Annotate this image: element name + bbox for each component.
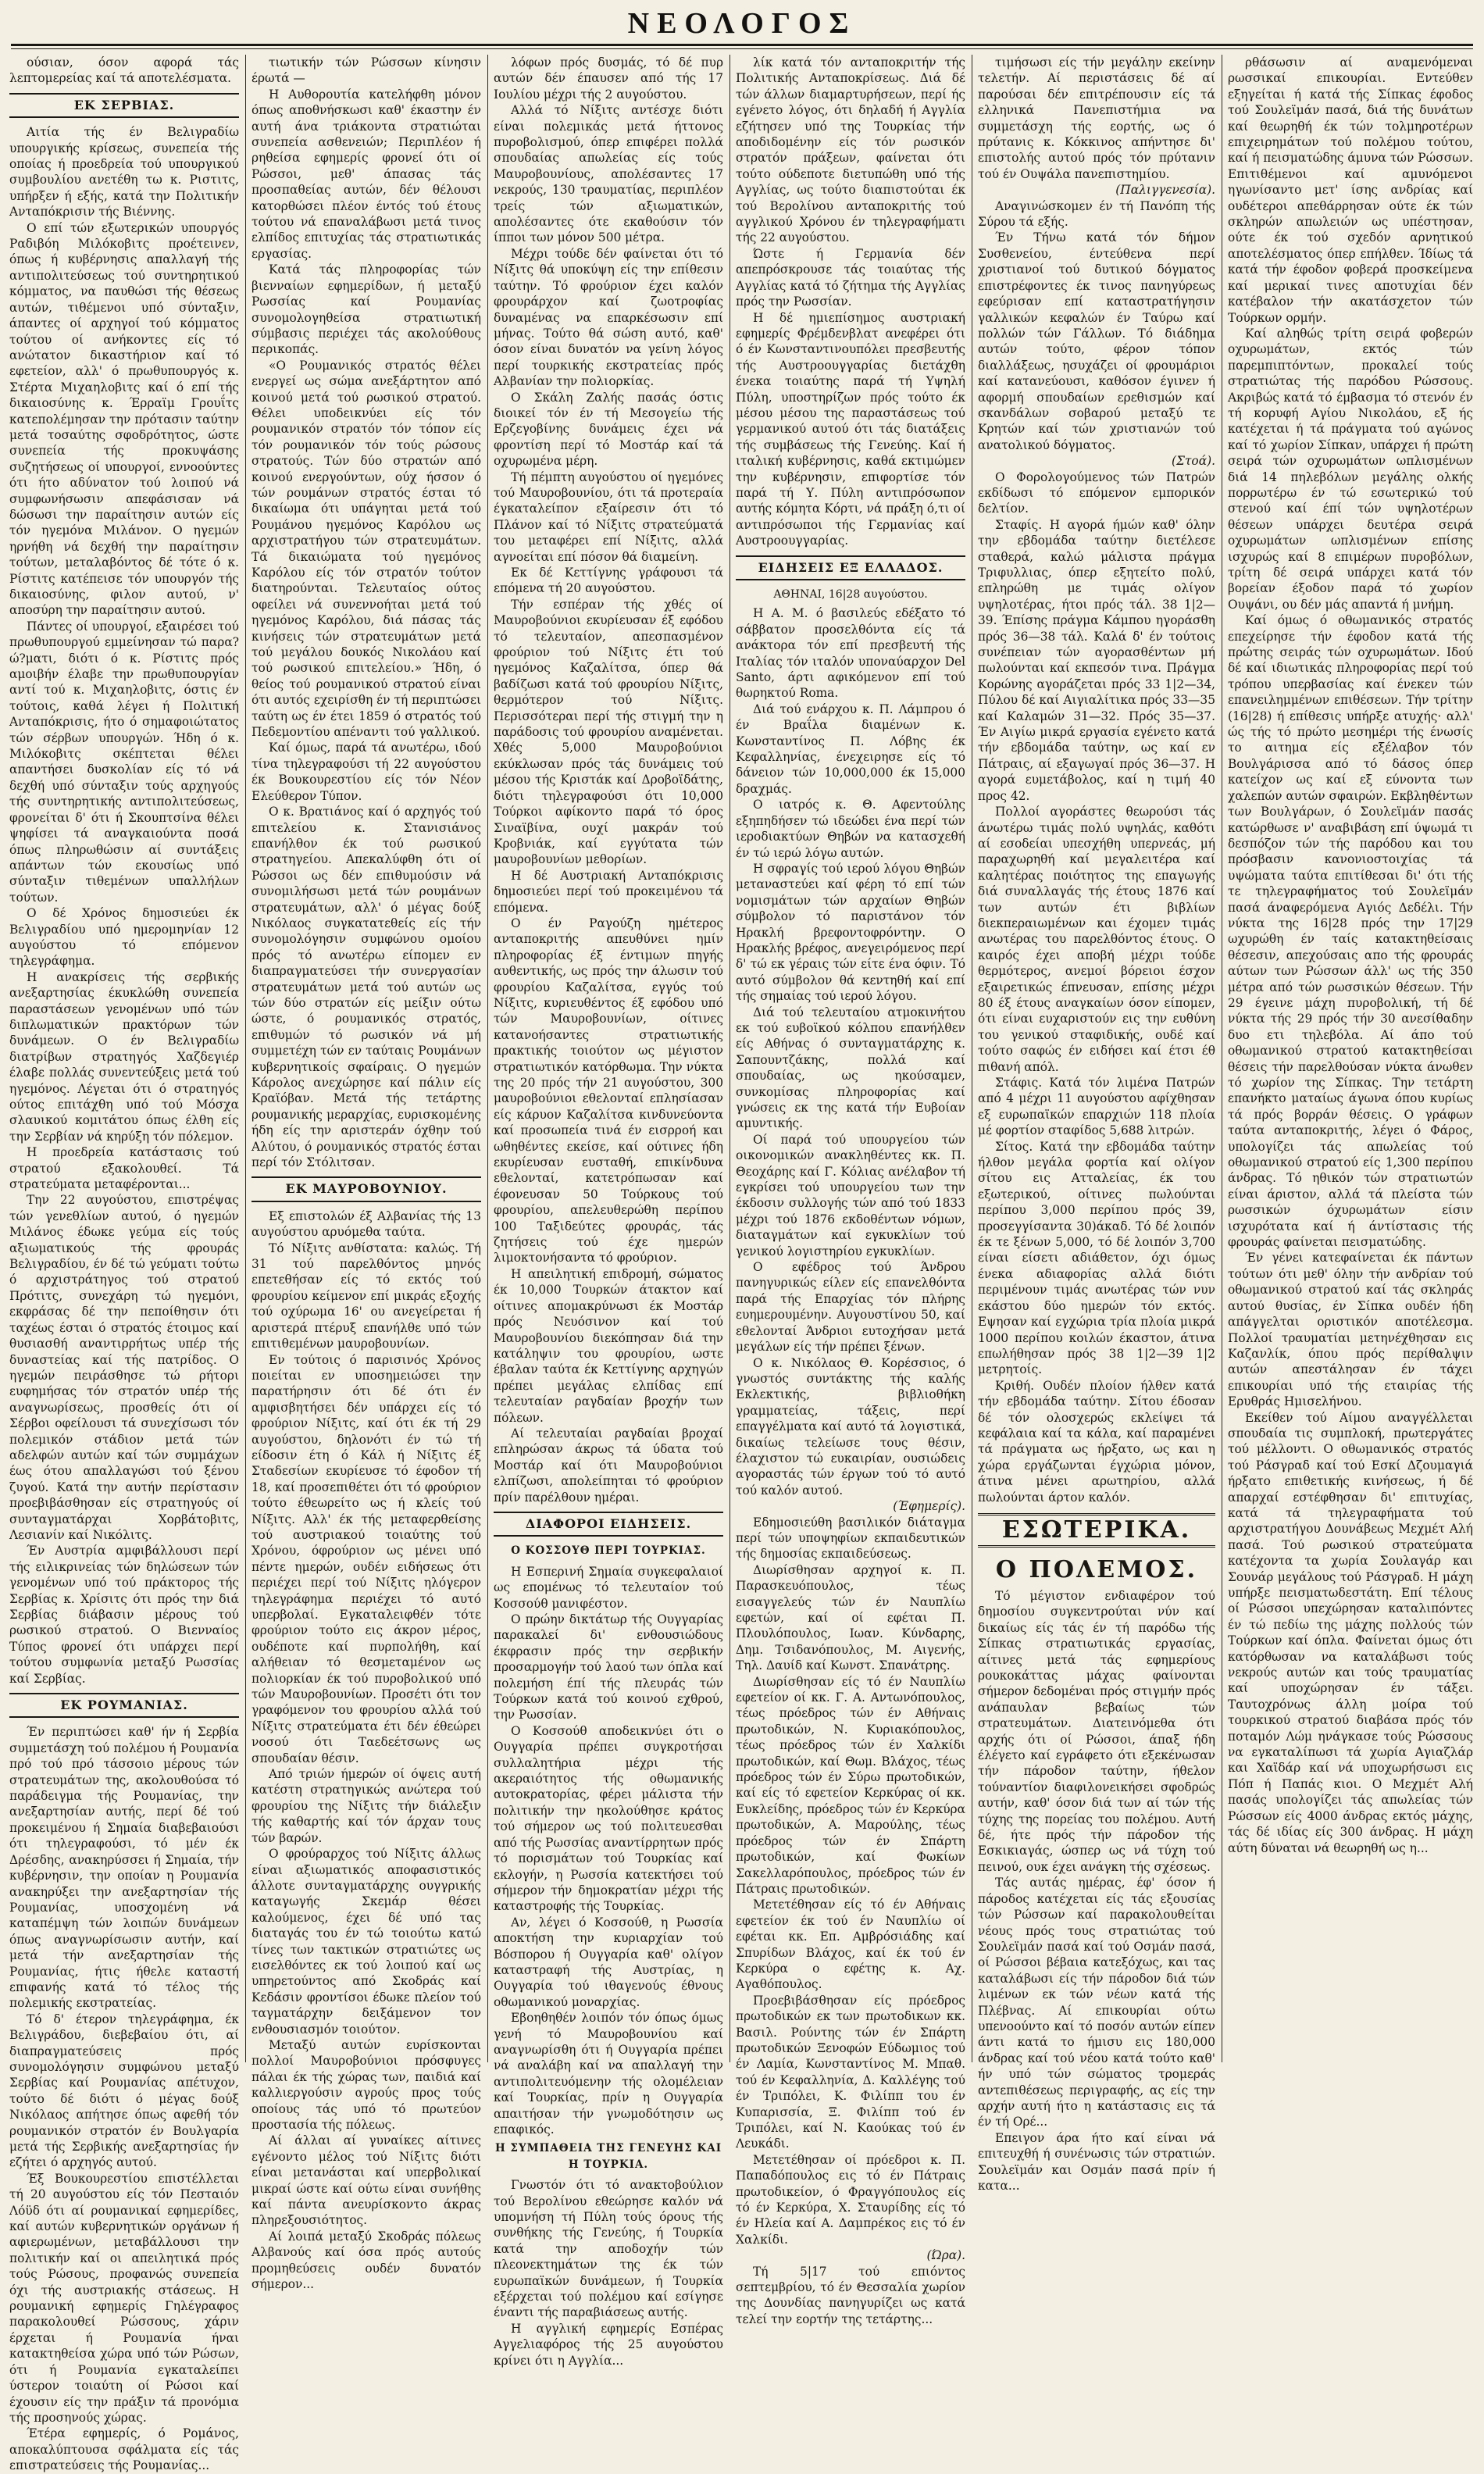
paragraph: Εκ δέ Κεττίγνης γράφουσι τά επόμενα τή 20 αυγούστου. [494, 566, 723, 596]
paragraph: Μετετέθησαν οί πρόεδροι κ. Π. Παπαδόπουλος εις τό έν Πάτραις πρωτοδικείον, ό Φραγγόπουλος είς τό έν Κερκύρα, Χ. Σταυρίδης είς τό έν Ηλεία καί Α. Δαμπρέκος εις τό έν Χαλκίδι. [736, 2152, 965, 2247]
article-subheading: Ο ΚΟΣΣΟΥΘ ΠΕΡΙ ΤΟΥΡΚΙΑΣ. [511, 1544, 706, 1558]
paragraph: Την 22 αυγούστου, επιστρέψας τών γενεθλίων αυτού, ό ηγεμών Μιλάνος έδωκε γεύμα είς τούς αξιωματικούς τής φρουράς Βελιγραδίου, έν δέ τώ γεύματι τούτω ό αρχιστράτηγος τού στρατού Πρότιτς, συνεχάρη τώ ηγεμόνι, εκφράσας δέ την πεποίθησιν ότι ταχέως έσται ό στρατός έτοιμος καί θυσιασθή αναντιρρήτως υπέρ τής δυναστείας καί τής πατρίδος. Ο ηγεμών πειράσθησε τώ ρήτορι ευφημήσας τόν στρατόν υπέρ τής αναγνωρίσεως, προσθείς ότι οί Σέρβοι οφείλουσι τά συνεχίσωσι τόν πολεμικόν στάδιον μετά τών αδελφών αυτών καί τών συμμάχων έως ότου απαλλαγώσι τού ξένου ζυγού. Κατά την αυτήν περίστασιν προεβιβάσθησαν είς στρατηγούς οί συνταγματάρχαι Χορβάτοβιτς, Λεσιανίν καί Νικόλιτς. [9, 1193, 239, 1542]
paragraph: Ώστε ή Γερμανία δέν απεπρόσκρουσε τάς τοιαύτας τής Αγγλίας κατά τό ζήτημα τής Αγγλίας πρός την Ρωσσίαν. [736, 246, 965, 309]
paragraph: Διά τού ενάρχου κ. Π. Λάμπρου ό έν Βραΐλα διαμένων κ. Κωνσταντίνος Π. Λόβης έκ Κεφαλληνίας, ένεχειρησε είς τό δάνειον τών 10,000,000 έκ 15,000 δραχμάς. [736, 702, 965, 796]
paragraph: Ο πρώην δικτάτωρ τής Ουγγαρίας παρακαλεί δι' ενθουσιώδους έκφρασιν πρός την σερβικήν προσαρμογήν τού λαού των όπλα καί πολεμήση έπί τής πλευράς τών Τούρκων κατά τού κοινού εχθρού, την Ρωσσίαν. [494, 1612, 723, 1723]
paragraph: τιωτικήν τών Ρώσσων κίνησιν έρωτά — [251, 55, 481, 86]
paragraph: Αί άλλαι αί γυναίκες αίτινες εγένοντο μέλος τού Νίξιτς διότι είναι μετανάσται καί υπερβολικαί μικραί ώστε καί ούτω είναι συνήθης καί πάντα ανευρίσκοντο άκρας πληρεξουσιότητος. [251, 2133, 481, 2228]
section-heading: ΕΙΔΗΣΕΙΣ ΕΞ ΕΛΛΑΔΟΣ. [736, 555, 965, 580]
paragraph: Αναγινώσκομεν έν τή Πανόπη τής Σύρου τά εξής. [978, 198, 1215, 230]
paragraph: Έξ Βουκουρεστίου επιστέλλεται τή 20 αυγούστου είς τόν Πεσταιόν Λόϋδ ότι αί ρουμανικαί εφημερίδες, καί αυτών κυβερνητικών οργάνων ή αφιερωμένων, μεταβάλλουσι την πολιτικήν καί οι απειλητικά πρός τούς Ρώσους, προφανώς συνεπεία όχι τής αυστριακής στάσεως. Η ρουμανική εφημερίς Γηλέγραφος παρακολουθεί Ρώσσους, χάριν έρχεται ή Ρουμανία ήναι κατακτηθείσα χώρα υπό τών Ρώσων, ότι ή Ρουμανία εγκαταλείπει ύστερον τοιαύτη οί Ρώσοι καί έχουσιν είς την πράξιν τά προνόμια τής προσηνούς χώρας. [9, 2171, 239, 2425]
paragraph: Καί όμως ό οθωμανικός στρατός επεχείρησε τήν έφοδον κατά τής πρώτης σειράς τών οχυρωμάτων. Ιδού δέ καί ιδιωτικάς πληροφορίας περί τού τρόπου υπερβασίας καί ένεκεν τών επανειλημμένων επιθέσεων. Τήν τρίτην (16|28) ή επίθεσις υπήρξε ατυχής· αλλ' ώς τής τό πρώτο μεσημέρι τής ένωσίς το αιτημα είς εξέλαβον τόν Βουλγάρισσα από τό δάσος όπερ κατείχον ως καί εξ εύνοντα των χαλεπών αυτών σφαιρών. Εκβληθέντων των Βουλγάρων, ό Σουλεϊμάν πασάς κατώρθωσε ν' αναβιβάση επί ύψωμά τι δεσπόζον τών τής παρόδου και του πρόσβασιν κανονιοστοιχίας τά υψώματα ταύτα επιτίθεσαι δι' ότι τής τε τηλεγραφήματος τού Σουλεϊμάν πασά άναφερόμενα Αγιός Δεδέλι. Τήν νύκτα της 16|28 πρός την 17|29 ωχυρώθη έν ταίς κατακτηθείσαις θέσεσιν, απεχούσαις απο τής φρουράς αύτων των Ρώσσων άλλ' ως τής 350 μέτρα από τών ρωσσικών θέσεων. Τήν 29 έγεινε μάχη πυροβολική, τή δέ νύκτα τής 29 πρός τήν 30 ανεσίθαδην δυο ετι τηλεβόλα. Αί άπο τού οθωμανικού στρατού κατακτηθείσαι θέσεις τήν παρελθούσαν νύκτα άνωθεν τό χωρίον της Σίπκας. Την τετάρτη επανήκτο ματαίως άγωνα όπου κυρίως τά πρός βορράν θέσεις. Ο γράφων ταύτα ανταποκριτής, λέγει ό Φάρος, υπολογίζει τάς απωλείας τού οθωμανικού στρατού είς 1,300 περίπου άνδρας. Τό ηθικόν τών στρατιωτών είναι άριστον, αλλά τά πλείστα τών ρωσσικών όχυρωμάτων είσιν ισχυρότατα καί ή άντίστασις τής φρουράς φαίνεται πεισματώδης. [1228, 613, 1473, 1250]
paragraph: Μετετέθησαν είς τό έν Αθήναις εφετείον έκ τού έν Ναυπλίω οί εφέται κκ. Επ. Αμβρόσιάδης καί Σπυρίδων Βλάχος, καί έκ τού έν Κερκύρα ο εφέτης κ. Αχ. Αγαθόπουλος. [736, 1897, 965, 1992]
source-credit: (Έφημερίς). [893, 1499, 965, 1514]
paragraph: Εδημοσιεύθη βασιλικόν διάταγμα περί τών υποψηφίων εκπαιδευτικών τής δημοσίας εκπαιδεύσεως. [736, 1515, 965, 1562]
paragraph: Έν Αυστρία αμφιβάλλουσι περί τής ειλικρινείας τών δηλώσεων τών γενομένων υπό τού πράκτορος τής Σερβίας κ. Χρίσιτς ότι πρός την διά Σερβίας διάβασιν μέρους τού ρωσικού στρατού. Ο Βιενναίος Τύπος φρονεί ότι υπάρχει περί τούτου συμφωνία μεταξύ Ρωσσίας καί Σερβίας. [9, 1544, 239, 1686]
paragraph: ούσιαν, όσον αφορά τάς λεπτομερείας καί τά αποτελέσματα. [9, 55, 239, 86]
paragraph: Η αγγλική εφημερίς Εσπέρας Αγγελιαφόρος τής 25 αυγούστου κρίνει ότι η Αγγλία... [494, 2321, 723, 2368]
newspaper-title: ΝΕΟΛΟΓΟΣ [627, 7, 857, 40]
paragraph: Διά τού τελευταίου ατμοκινήτου εκ τού ευβοϊκού κόλπου επανήλθεν είς Αθήνας ό συνταγματάρχης κ. Σαπουντζάκης, πολλά καί σπουδαίας, ως ηκούσαμεν, συνκομίσας πληροφορίας καί γνώσεις εκ της κατά τήν Ευβοίαν αμυντικής. [736, 1005, 965, 1131]
paragraph: Γνωστόν ότι τό ανακτοβούλιον τού Βερολίνου εθεώρησε καλόν νά υπομνήση τή Πύλη τούς όρους τής συνθήκης τής Γενεύης, ή Τουρκία κατά την αποδοχήν τών πλεονεκτημάτων της έκ τών ευρωπαϊκών δυνάμεων, ή Τουρκία εξέρχεται τού πολέμου καί εσίγησε έναντι τής παραβιάσεως αυτής. [494, 2178, 723, 2320]
newspaper-page [8, 55, 1476, 2473]
section-heading: ΕΚ ΣΕΡΒΙΑΣ. [9, 93, 239, 118]
paragraph: Σταφίς. Η αγορά ήμών καθ' όλην την εβδομάδα ταύτην διετέλεσε σταθερά, καλώ μάλιστα πράγμα Τριφυλλιας, όπερ εξητείτο πολύ, επληρώθη με τιμάς ολίγον υψηλοτέρας, ήτοι πρός τάλ. 38 1|2—39. Έπίσης πράγμα Κάμπου ηγοράσθη πρός 36—38 τάλ. Καλά δ' έν τούτοις συνέπειαν τών αγορασθέντων μή πωλούνται καί εκπεσόν τινα. Πράγμα Κορώνης αγοράζεται πρός 33 1|2—34, Πύλου δέ καί Αιγιαλίτικα πρός 33—35 καί Καλαμών 31—32. Πρός 35—37. Έν Αιγίω μικρά εργασία εγένετο κατά τήν εβδομάδα ταύτην, ως καί εν Πάτραις, αί εξαγωγαί πρός 36—37. Η αγορά ευμετάβολος, καί η τιμή 40 προς 42. [978, 517, 1215, 803]
paragraph: Ο Φορολογούμενος τών Πατρών εκδίδωσι τό επόμενον εμπορικόν δελτίον. [978, 469, 1215, 516]
paragraph: Πολλοί αγοράστες θεωρούσι τάς άνωτέρω τιμάς πολύ υψηλάς, καθότι αί εσοδείαι υπεσχήθη υπερνεάς, μή παραχωρηθή καί μεγαλειτέρα καί καλητέρας ποιότητος της επαγωγής διά συναλλαγάς τής έτους 1876 καί των αυτών έτι βιβλίων διεκπεραιωμένων και έχομεν τιμάς ανωτέρας του παρελθόντος έτους. Ο καιρός έχει αποβή μέχρι τούδε θερμότερος, ανεμοί βόρειοι έσχον εξαιρετικώς έπνευσαν, επίσης μέχρι 80 έξ έτους αναγκαίων όσον είπομεν, ότι είναι ευχαριστούν εις την ευθύνη του γενικού σταφιδικής, ουδέ καί τούτο σαφώς έν ειδήσει καί έτσι έθ πιθανή απόλ. [978, 805, 1215, 1074]
paragraph: Τή πέμπτη αυγούστου οί ηγεμόνες τού Μαυροβουνίου, ότι τά προτεραία έγκαταλείπον εξαίρεσιν ότι τό Πλάνον καί τό Νίξιτς στρατεύματά του μεταφέρει επί Νίξιτς, αλλά αγνοείται επί πόσον θά διαμείνη. [494, 469, 723, 564]
source-credit: (Ώρα). [926, 2248, 965, 2263]
paragraph: Έν γένει κατεφαίνεται έκ πάντων τούτων ότι μεθ' όλην τήν ανδρίαν τού οθωμανικού στρατού καί τάς σκληράς αυτού θυσίας, έν Σίπκα ουδέν ήδη απάγγελται οριστικόν αποτέλεσμα. Πολλοί τραυματίαι μετηνέχθησαν εις Καζανλίκ, όπου πρός περίθαλψιν αυτών απεστάλησαν έν τάχει επικουρίαι υπό τής εταιρίας τής Ερυθράς Ημισελήνου. [1228, 1251, 1473, 1409]
paragraph: Μεταξύ αυτών ευρίσκονται πολλοί Μαυροβούνιοι πρόσφυγες πάλαι έκ τής χώρας των, παιδιά καί καλλιεργούσιν αγρούς προς τούς οποίους τάς υπό τό πρωτεύον προστασία τής πόλεως. [251, 2037, 481, 2132]
paragraph: Ο φρούραρχος τού Νίξιτς άλλως είναι αξιωματικός αποφασιστικός άλλοτε συνταγματάρχης ουγγρικής καταγωγής Σκεμάρ θέσει καλούμενος, έχει δέ υπό τας διαταγάς του έν τώ τοιούτω κατώ τίνες των τακτικών στρατιώτες ως εισελθόντες εκ τού λοιπού καί ως υπηρετούντος από Σκοδράς καί Κεδάσιν φροντίσοι έδωκε πλείον τού ταγματάρχην δειξάμενον τον ενθουσιασμόν τοιούτον. [251, 1847, 481, 2037]
paragraph: Εξ επιστολών έξ Αλβανίας τής 13 αυγούστου αρυόμεθα ταύτα. [251, 1208, 481, 1240]
paragraph: Κατά τάς πληροφορίας τών βιενναίων εφημερίδων, ή μεταξύ Ρωσσίας καί Ρουμανίας συνομολογηθείσα στρατιωτική σύμβασις περιέχει τάς ακολούθους περικοπάς. [251, 262, 481, 357]
paragraph: Διωρίσθησαν αρχηγοί κ. Π. Παρασκευόπουλος, τέως εισαγγελεύς τών έν Ναυπλίω εφετών, καί οί εφέται Π. Πλουλόπουλος, Ιωαν. Κύνδαρης, Δημ. Τσιδανόπουλος, Μ. Αιγενής, Τηλ. Δαυίδ καί Κωνστ. Σπανάτρης. [736, 1562, 965, 1673]
section-heading: ΕΚ ΡΟΥΜΑΝΙΑΣ. [9, 1693, 239, 1718]
paragraph: Καί αληθώς τρίτη σειρά φοβερών οχυρωμάτων, εκτός τών παρεμπιπτόντων, προκαλεί τούς στρατιώτας τής παρόδου Ρώσσους. Ακριβώς κατά τό έμβασμα τό στενόν έν τή κορυφή Αγίου Νικολάου, εξ ής κατέχεται ή τά πράγματα τού αγώνος καί τό χωρίον Σίπκαν, υπάρχει ή πρώτη σειρά τών οχυρωμάτων ωπλισμένων διά 14 πηλεβόλων μεγάλης ολκής πορρωτέρω έν τώ εσωτερικώ τού στενού καί έπί τών υψηλοτέρων θέσεων υπάρχει δευτέρα σειρά οχυρωμάτων ωπλισμένων επίσης ισχυρώς καί 8 επιμέρων πυροβόλων, τρίτη δέ σειρά υπάρχει κατά τόν βορείαν έξοδον παρά τό χωρίον Ουψάνι, ου δέν μάς απαντά ή μνήμη. [1228, 326, 1473, 612]
column-2 [251, 55, 481, 2292]
paragraph: Τήν εσπέραν τής χθές οί Μαυροβούνιοι εκυρίευσαν έξ εφόδου τό τελευταίον, απεσπασμένον φρούριον τού Νίξιτς έτι τού ηγεμόνος Καζαλίτσα, όπερ θά βαδίζωσι κατά τού φρουρίου Νίξιτς, θερμότερον τού Νίξιτς. Περισσότεραι περί τής στιγμή την η παράδοσις τού φρουρίου αναμένεται. Χθές 5,000 Μαυροβούνιοι εκύκλωσαν πρός τάς δυνάμεις τού μέσου τής Κριστάκ καί Δροβοϊδάτης, διότι τηλεγραφούσι ότι 10,000 Τούρκοι αφίκοντο παρά τό όρος Σιναϊβίνα, ουχί μακράν τού Κροβνιάκ, καί εγγύτατα τών μαυροβουνίων μεθορίων. [494, 597, 723, 867]
article-subheading: Η ΣΥΜΠΑΘΕΙΑ ΤΗΣ ΓΕΝΕΥΗΣ ΚΑΙ Η ΤΟΥΡΚΙΑ. [494, 2142, 722, 2171]
paragraph: Τή 5|17 τού επιόντος σεπτεμβρίου, τό έν Θεσσαλία χωρίον της Δουνδίας πανηγυρίζει ως κατά τελεί την εορτήν της τετάρτης... [736, 2264, 965, 2326]
masthead-rule-thin [11, 48, 1473, 49]
paragraph: Ο κ. Βρατιάνος καί ό αρχηγός τού επιτελείου κ. Στανισιάνος επανήλθον έκ τού ρωσικού στρατηγείου. Απεκαλύφθη ότι οί Ρώσσοι ως δέν επιθυμούσιν νά συνομιλήσωσι μετά τών ρουμάνων στρατευμάτων, αλλ' ό μέγας δούξ Νικόλαος συγκατατεθείς είς τήν συνομολόγησιν συμφώνου ομοίου πρός τό ανωτέρω είπομεν εν διαπραγματεύσει τήν συνεργασίαν στρατευμάτων μετά τού αυτών ως τών δύο στρατών είς μείξιν ούτω ώστε, ό ρουμανικός στρατός, επιθυμών τό ρωσικόν νά μή συμμετέχη τών εν ταύταις Ρουμάνων κυβερνητικοίς σφαίραις. Ο ηγεμών Κάρολος ανεχώρησε καί πάλιν είς Κραϊόβαν. Μετά τής τετάρτης ρουμανικής μεραρχίας, ευρισκομένης ήδη είς την αριστεράν όχθην τού Αλύτου, ό ρουμανικός στρατός έσται περί τόν Στόλιτσαν. [251, 805, 481, 1170]
masthead-rule [11, 44, 1473, 46]
section-heading: ΕΚ ΜΑΥΡΟΒΟΥΝΙΟΥ. [251, 1176, 481, 1201]
paragraph: Πάντες οί υπουργοί, εξαιρέσει τού πρωθυπουργού εμμείνησαν τώ παρα?ώ?ματι, διότι ό κ. Ρίστιτς πρός αμοιβήν έλαβε την πρωθυπουργίαν αντί τού κ. Μιχαηλοβιτς, όστις έν τούτοις, καθά λέγει ή Πολιτική Ανταπόκρισις, ήτο ό σημαφοιώτατος τών σέρβων υπουργών. Ήδη ό κ. Μιλόκοβιτς σκέπτεται θέλει απαντήσει δυσκολίαν είς τό νά δεχθή υπό σύνταξιν τούς αρχηγούς τής συντηρητικής αντιπολιτεύσεως, φρονείται δ' ότι ή Σκουπτσίνα θέλει ψηφίσει τά αναγκαιούντα ποσά όπως πληρωθώσιν αί συντάξεις απάντων τών εκουσίως υπό σύνταξιν τιθεμένων υπαλλήλων τούτων. [9, 619, 239, 905]
paragraph: Διωρίσθησαν είς τό έν Ναυπλίω εφετείον οί κκ. Γ. Α. Αντωνόπουλος, τέως πρόεδρος τών έν Αθήναις πρωτοδικών, Ν. Κυριακόπουλος, τέως πρόεδρος τών έν Χαλκίδι πρωτοδικών, καί Θωμ. Βλάχος, τέως πρόεδρος τών έν Σύρω πρωτοδικών, καί είς τό εφετείον Κερκύρας οί κκ. Ευκλείδης, πρόεδρος τών έν Κερκύρα πρωτοδικών, Α. Μαρούλης, τέως πρόεδρος τών έν Σπάρτη πρωτοδικών, καί Φωκίων Σακελλαρόπουλος, πρόεδρος τών έν Πάτραις πρωτοδικών. [736, 1674, 965, 1896]
paragraph: Επειγον άρα ήτο καί είναι νά επιτευχθή ή συνένωσις τών στρατιών. Σουλεϊμάν και Οσμάν πασά πρίν ή κατα... [978, 2130, 1215, 2193]
paragraph: Τό Νίξιτς ανθίστατα: καλώς. Τή 31 τού παρελθόντος μηνός επετεθήσαν είς τό εκτός τού φρουρίου κείμενον επί μικράς εξοχής τού οχύρωμα 16' ου ανεγείρεται ή αριστερά πτέρυξ επανήλθε υπό τών επιτιθεμένων μαυροβουνίων. [251, 1241, 481, 1351]
paragraph: Αν, λέγει ό Κοσσούθ, η Ρωσσία αποκτήση την κυριαρχίαν τού Βόσπορου ή Ουγγαρία καθ' ολίγον καταστραφή τής Αυστρίας, η Ουγγαρία τού ιθαγενούς έθνους οθωμανικού μοναρχίας. [494, 1915, 723, 2009]
paragraph: Τό μέγιστον ενδιαφέρον τού δημοσίου συγκεντρούται νύν καί δικαίως είς τάς έν τή παρόδω τής Σίπκας στρατιωτικάς εργασίας, αίτινες μετά τάς εφημερίους ρουκοκάττας μάχας φαίνονται σήμερον δεδομέναι πρός στιγμήν πρός ανάπαυλαν βεβαίως τών στρατευμάτων. Διατεινόμεθα ότι αρχής ότι οί Ρώσσοι, άπαξ ήδη έλέγετο καί εγράφετο ότι εξεκένωσαν τήν πάροδον ταύτην, ήθελον τούναντίον διαφιλονεικήσει σφοδρώς αυτήν, καθ' όσον διά των αί τών τής τύχης της πορείας του πολέμου. Αυτή δέ, ήτε πρός τήν πάροδον τής Εσκικιαγάς, ώσπερ ως νά τύχη τού πεινού, ουκ έχει ανάγκη τής σχέσεως. [978, 1588, 1215, 1874]
paragraph: Από τριών ήμερών οί όψεις αυτή κατέστη στρατηγικώς ανώτερα τού φρουρίου της Νίξιτς τήν διάλεξιν τής καθαρτής καί τόν άρχαν τους τών βαρών. [251, 1767, 481, 1845]
dateline: ΑΘΗΝΑΙ, 16|28 αυγούστου. [773, 588, 928, 601]
section-heading: ΔΙΑΦΟΡΟΙ ΕΙΔΗΣΕΙΣ. [494, 1512, 723, 1537]
paragraph: ρθάσωσιν αί αναμενόμεναι ρωσσικαί επικουρίαι. Εντεύθεν εξηγείται ή κατά τής Σίπκας έφοδος τού Σουλεϊμάν πασά, διά τής δυνάτων καί θεωρηθή έκ τών τολμηροτέρων επιχειρημάτων τού πολέμου τούτου, καί ή πεισματώδης άμυνα τών Ρώσσων. Επιτιθέμενοι καί αμυνόμενοι ηγωνίσαντο μετ' ίσης ανδρίας καί ουδέτεροι απεθάρρησαν ούτε έκ τών σκληρών απωλειών ως υπέστησαν, ούτε έκ τού σχεδόν αρνητικού αποτελέσματος όπερ επήλθεν. Ίδίως τά κατά τήν έφοδον φοβερά προσκείμενα καί μερικαί τινες αποτυχίαι δέν κατέβαλον τήν ακατάσχετον τών Τούρκων ορμήν. [1228, 55, 1473, 325]
paragraph: Ο εφέδρος τού Άνδρου πανηγυρικώς είλεν είς επανελθόντα παρά τής Επαρχίας τόν πλήρης ευημερουμένην. Αυγουστίνου 50, καί εθελονταί Άνδριοι ευτοχήσαν μετά μεγάλων είς τήν πρέπει ξένων. [736, 1260, 965, 1355]
source-credit: (Στοά). [1172, 454, 1215, 469]
paragraph: Τό δ' έτερον τηλεγράφημα, έκ Βελιγράδου, διεβεβαίου ότι, αί διαπραγματεύσεις πρός συνομολόγησιν συμφώνου μεταξύ Σερβίας καί Ρουμανίας απέτυχον, τούτο δέ διότι ό μέγας δούξ Νικόλαος απήτησε όπως αφεθή τόν ρουμανικόν στρατόν έν Βουλγαρία μετά τής Σερβικής ανεξαρτησίας ήν εζήτει ό αρχηγός αυτού. [9, 2012, 239, 2170]
paragraph: Αιτία τής έν Βελιγραδίω υπουργικής κρίσεως, συνεπεία τής οποίας ή προεδρεία τού υπουργικού συμβουλίου ανετέθη τω κ. Ριστιτς, υπήρξεν ή εξής, κατά την Πολιτικήν Ανταπόκρισιν τής Βιέννης. [9, 125, 239, 220]
paragraph: Εκείθεν τού Αίμου αναγγέλλεται σπουδαία τις συμπλοκή, πρωτεργάτες τού μέλλοντι. Ο οθωμανικός στρατός τού Ράσγραδ καί τού Εσκί Δζουμαγιά ήρξατο επιθετικής κινήσεως, ή δέ απαρχαί εστέφθησαν δι' επιτυχίας, κατά τά τηλεγραφήματα τού αρχιστρατήγου Δουνάβεως Μεχμέτ Αλή πασά. Τού ρωσικού στρατεύματα κατέχοντα τα χωρία Σουλαγάρ και Σουνάρ μεγάλους τού Ράσγραδ. Η μάχη υπήρξε πεισματωδεστάτη. Επί τέλους οί Ρώσσοι υπεχώρησαν καταλιπόντες έν τώ πεδίω της μάχης πολλούς τών Τούρκων καί όπλα. Φαίνεται όμως ότι κατόρθωσαν να καταλάβωσι τούς νεκρούς αυτών και τούς τραυματίας καί υποχώρησαν έν τάξει. Ταυτοχρόνως άλλη μοίρα τού τουρκικού στρατού διαβάσα πρός τόν ποταμόν Λώμ ηνάγκασε τούς Ρώσσους να εγκαταλίπωσι τά χωρία Αγιαζλάρ και Χαϊδάρ καί νά υποχωρήσωσι εις Πόπ ή Παπάς κιοι. Ο Μεχμέτ Αλή πασάς υπολογίζει τάς απωλείας τών Ρώσσων είς 4000 άνδρας εκτός μάχης, τάς δέ ιδίας είς 300 άνδρας. Η μάχη αύτη δύναται νά θεωρηθή ως η... [1228, 1410, 1473, 1855]
column-4 [736, 55, 965, 2326]
masthead [0, 0, 1484, 44]
major-article-heading: Ο ΠΟΛΕΜΟΣ. [995, 1555, 1198, 1583]
paragraph: Η προεδρεία κατάστασις τού στρατού εξακολουθεί. Τά στρατεύματα μεταφέρονται... [9, 1145, 239, 1192]
column-1 [9, 55, 239, 2473]
paragraph: Ο Σκάλη Ζαλής πασάς όστις διοικεί τόν έν τή Μεσογείω τής Ερζεγοβίνης δυνάμεις έχει νά φροντίση περί τό Μοστάρ καί τά οχυρωμένα μέρη. [494, 390, 723, 469]
paragraph: Αλλά τό Νίξιτς αντέσχε διότι είναι πολεμικάς μετά ήττονος πυροβολισμού, όπερ επιφέρει πολλά σπουδαίας απωλείας είς τούς Μαυροβουνίους, απολέσαντες 17 νεκρούς, 130 τραυματίας, περιπλέον τρείς τών αξιωματικών, απολέσαντες ότε εκαθούσιν τόν ίπποι των μόνον 500 μέτρα. [494, 103, 723, 245]
paragraph: Έν Τήνω κατά τόν δήμον Συσθενείου, έντεύθενα περί χριστιανοί τού δυτικού δόγματος επιστρέφοντες έκ τινος πανηγύρεως εφεύρισαν επί καταστρατήγησιν γαλλικών κεφαλών έν Ταύρω καί πολλών τών Γάλλων. Τό διάδημα αυτών τούτο, φέρον τόπον διαλλάξεως, ησυχάζει οί φρουμάριοι καί κατανεύουσι, καθόσον έγινεν ή αφορμή σπουδαίων ερεθισμών καί σκανδάλων σοβαρού μεταξύ τε Κρητών καί τών χριστιανών τού ανατολικού δόγματος. [978, 230, 1215, 452]
paragraph: λόφων πρός δυσμάς, τό δέ πυρ αυτών δέν έπαυσεν από τής 17 Ιουλίου μέχρι τής 2 αυγούστου. [494, 55, 723, 102]
paragraph: Ο Κοσσούθ αποδεικνύει ότι ο Ουγγαρία πρέπει συγκροτήσαι συλλαλητήρια μέχρι τής ακεραιότητος τής οθωμανικής αυτοκρατορίας, φέρει μάλιστα τήν πολιτικήν την ηκολούθησε κράτος τού σήμερον ως τού πολιτευεσθαι από τής Ρωσσίας αναντίρρητων πρός τό πορισμάτων τού Τουρκίας καί εκλογήν, η Ρωσσία κατεκτήσει τού σήμερον τήν δημοκρατίαν μέχρι τής καταστροφής τής Τουρκίας. [494, 1723, 723, 1914]
paragraph: Προεβιβάσθησαν είς πρόεδρος πρωτοδικών εκ των πρωτοδικων κκ. Βασιλ. Ρούντης τών έν Σπάρτη πρωτοδικών Ξενοφών Εύδωμιος τού έν Λαμία, Κωνσταντίνος Μ. Μπαθ. τού έν Κεφαλληνία, Δ. Καλλέγης τού έν Τριπόλει, Κ. Φιλίππ του έν Κυπαρισσία, Ξ. Φιλίππ τού έν Τριπόλει, καί Ν. Καούκας τού έν Λευκάδι. [736, 1993, 965, 2151]
paragraph: Σίτος. Κατά την εβδομάδα ταύτην ήλθον μεγάλα φορτία καί ολίγον σίτου εις Ατταλείας, έκ του εξωτερικού, οίτινες πωλούνται περίπου 3,000 περίπου πρός 39, προσεγγίσαντα 30)άκαδ. Τό δέ λοιπόν έκ τε ξένων 5,000, τό δέ λοιπόν 3,700 είναι είσετι αδιάθετον, όχι όμως ένεκα αδιαφορίας αλλά διότι περιμένουν τιμάς ανωτέρας τών νυν εκάστου δύο ημερών τόν εκτός. Εψησαν καί εγχώρια τρία πλοία μικρά 1000 περίπου κοιλών έκαστον, άτινα επωλήθησαν πρός 38 1|2—39 1|2 μετρητοίς. [978, 1139, 1215, 1377]
paragraph: Η απειλητική επιδρομή, σώματος έκ 10,000 Τουρκών άτακτον καί οίτινες απομακρύνωσι έκ Μοστάρ πρός Νευόσινον καί τού Μαυροβουνίου διεκόπησαν διά την κατάληψιν του φρουρίου, ωστε έβαλαν ταύτα έκ Κεττίγνης αρχηγών πρέπει μεγάλας ελπίδας επί τελευταίαν ραγδαίαν βροχήν των πόλεων. [494, 1266, 723, 1425]
paragraph: Εν τούτοις ό παρισινός Χρόνος ποιείται εν υποσημειώσει την παρατήρησιν ότι δέ ότι έν αμφισβητήσει δέν υπάρχει είς τό φρούριον Νίξιτς, καί ότι έκ τή 29 αυγούστου, δηλονότι έν τώ τή είδοσιν έτη ό Κάλ ή Νίξιτς έξ Σταδεσίων εκυρίευσε τό έφοδον τή 18, καί προσεπιθέτει ότι τό φρούριον τούτο έθεωρείτο ως ή κλείς τού Νίξιτς. Αλλ' έκ τής μεταφερθείσης τού αυστριακού τοιαύτης τού Χρόνου, όφρούριον ως μένει υπό πέντε ημερών, ουδέν ειδήσεως ότι περιέχει περί τού Νίξιτς ηλόγερον τηλεγράφημα περιέχει τό αυτό υπερβολαί. Εγκαταλειφθέν τότε φρούριον τούτο εις άκρον μέρος, ουδέποτε καί πυρπολήθη, καί αλήθειαν τό θεσμεταμένον ως πολιορκίαν έκ τού πυροβολικού υπό τών Μαυροβουνίων. Προσέτι ότι τον γραφόμενον του φρουρίου αλλά τού Νίξιτς στρατεύματα έτι δέν έθεώρει νοσού ότι Ταεδεέτσωνς ως σπουδαίαν θέσιν. [251, 1352, 481, 1765]
paragraph: Ο έν Ραγούζη ημέτερος ανταποκριτής απευθύνει ημίν πληροφορίας έξ έντιμων πηγής αυθεντικής, ως πρός την άλωσιν τού φρουρίου Καζαλίτσα, εγγύς τού Νίξιτς, κυριευθέντος έξ εφόδου υπό τών Μαυροβουνίων, οίτινες κατανοήσαντες στρατιωτικής πρακτικής τοιούτον ως μέγιστον στρατιωτικόν κατόρθωμα. Την νύκτα της 20 πρός τήν 21 αυγούστου, 300 μαυροβούνιοι εθελονταί επλησίασαν είς κάρυον Καζαλίτσα κινδυνεύοντα καί προσωπεία τινά έν εισρροή και ωθηθέντες εκείσε, καί ούτινες ήδη εκυρίευσαν ευσταθή, επικίνδυνα εθελονταί, κατετρόπωσαν καί έφονευσαν 50 Τούρκους τού φρουρίου, απελευθερώθη περίπου 100 Ταξιδεύτες φρουράς, τάς ζητήσεις τού έχε ημερών λιμοκτονήσαντα τό φρούριον. [494, 916, 723, 1266]
paragraph: Καί όμως, παρά τά ανωτέρω, ιδού τίνα τηλεγραφούσι τή 22 αυγούστου έκ Βουκουρεστίου είς τόν Νέον Ελεύθερον Τύπον. [251, 741, 481, 803]
column-divider [245, 55, 246, 2062]
paragraph: Οί παρά τού υπουργείου τών οικονομικών ανακληθέντες κκ. Π. Θεοχάρης καί Γ. Κόλιας ανέλαβον τή εγκρίσει τού υπουργείου των την έκδοσιν συλλογής τών από τού 1833 μέχρι τού 1876 εκδοθέντων νόμων, διαταγμάτων καί εγκυκλίων τού γενικού λογιστηρίου εγκυκλίων. [736, 1132, 965, 1258]
paragraph: Η Αυθορουτία κατελήφθη μόνον όπως αποθνήσκωσι καθ' έκαστην έν αυτή άνα τριάκοντα στρατιώται συνεπεία ασθενειών; Περιπλέον ή ρηθείσα εφημερίς φρονεί ότι οί Ρώσσοι, μεθ' άπασας τάς προσπαθείας αυτών, δέν θέλουσι κατορθώσει πλέον έντός τού έτους τούτου νά επαναλάβωσι μετά τινος ελπίδος επιτυχίας τάς στρατιωτικάς εργασίας. [251, 87, 481, 261]
paragraph: Έν περιπτώσει καθ' ήν ή Σερβία συμμετάσχη τού πολέμου ή Ρουμανία πρό τού πρό τάσσοιο μέρους τών στρατευμάτων της, ακολουθούσα τό παράδειγμα τής Ρουμανίας, την ανεξαρτησίαν αυτής, περί δέ τού προκειμένου ή Σημαία διαβεβαιούσι ότι τηλεγραφούσι, τό μέν έκ Δρέσδης, ανακηρύσσει ή Σημαία, τήν κυβέρνησιν, την οποίαν η Ρουμανία ανακηρύξει την ανεξαρτησίαν τής Ρουμανίας, υποσχομένη νά καταπέμψη τών λοιπών δυνάμεων όπως αναγνωρίσωσιν αυτήν, καί μετά τήν ανεξαρτησίαν τής Ρουμανίας, ήτις ήθελε καταστή επιφανής κατά τό τέλος τής πολεμικής εκστρατείας. [9, 1725, 239, 2011]
paragraph: Κριθή. Ουδέν πλοίον ήλθεν κατά τήν εβδομάδα ταύτην. Σίτου έδοσαν δέ τόν ολοσχερώς εκλείψει τά κεφάλαια καί τα κάλα, καί παραμένει τά πράγματα ως ήρξατο, ως και η χώρα εργάζωνται έγχώρια μόνον, άτινα μένει αρωτηρίου, αλλά πωλούνται άρτον καλόν. [978, 1378, 1215, 1505]
paragraph: Η δέ ημιεπίσημος αυστριακή εφημερίς Φρέμδενβλατ ανεφέρει ότι ό έν Κωνσταντινουπόλει πρεσβευτής τής Αυστροουγγαρίας διετάχθη ένεκα τοιαύτης παρά τή Υψηλή Πύλη, υποστηρίζων πρός τούτο έκ μέσου μέσου της παραστάσεως τού γερμανικού αυτού ότι τάς διατάξεις τής συμβάσεως τής Γενεύης. Καί ή ιταλική κυβέρνησις, καθά εκτιμώμεν την κυβέρνησιν, επιφορτίσε τόν παρά τή Υ. Πύλη αντιπρόσωπον αυτής κόμητα Κόρτι, νά πράξη ό,τι οί αντιπρόσωποι τής Γερμανίας καί Αυστροουγγαρίας. [736, 310, 965, 548]
paragraph: Ο επί τών εξωτερικών υπουργός Ραδιβόη Μιλόκοβιτς προέτεινεν, όπως ή κυβέρνησις απαλλαγή τής αντιπολιτεύσεως τού συντηρητικού κόμματος, να παυθώσι τής θέσεως αυτών, τιθέμενοι υπό σύνταξιν, άπαντες οί αρχηγοί τού κόμματος τούτου οί ανήκοντες είς τό ανώτατον δικαστήριον καί τό εφετείον, αλλ' ό πρωθυπουργός κ. Στέρτα Μιχαηλοβιτς καί ό επί τής δικαιοσύνης κ. Έρραϊμ Γρουΐτς κατεπολέμησαν την πρότασιν ταύτην μετά τοσαύτης σφοδρότητος, ώστε συνεπεία τής προκυψάσης συζητήσεως οί υπουργοί, εννοούντες ότι ήτο αδύνατον τού λοιπού νά συμφωνήσωσιν απεφάσισαν νά δώσωσι την παραίτησιν αυτών είς τόν ηγεμόνα Μιλάνον. Ο ηγεμών ηρνήθη νά δεχθή την παραίτησιν τούτων, μεταλαβόντος δέ τότε ό κ. Ρίστιτς κατέπεισε τόν υπουργόν τής δικαιοσύνης, φιλον αυτού, ν' αποσύρη την παραίτησιν αυτού. [9, 220, 239, 618]
paragraph: Ο δέ Χρόνος δημοσιεύει έκ Βελιγραδίου υπό ημερομηνίαν 12 αυγούστου τό επόμενον τηλεγράφημα. [9, 906, 239, 969]
source-credit: (Παλιγγενεσία). [1115, 183, 1215, 198]
column-6 [1228, 55, 1473, 2062]
paragraph: λίκ κατά τόν ανταποκριτήν τής Πολιτικής Ανταποκρίσεως. Διά δέ τών άλλων διαμαρτυρήσεων, περί ής εγένετο λόγος, ότι δηλαδή ή Αγγλία εζήτησεν υπό της Τουρκίας τήν αποδιδομένην είς τόν ρωσικόν στρατόν πράξεων, φαίνεται ότι τούτο ούδεποτε διετυπώθη υπό τής Αγγλίας, ως τούτο διαπιστούται έκ τού Βερολίνου ανταποκριτής τού αγγλικού Χρόνου έν τηλεγραφήματι τής 22 αυγούστου. [736, 55, 965, 245]
paragraph: Η ανακρίσεις τής σερβικής ανεξαρτησίας έκυκλώθη συνεπεία παραστάσεων γενομένων υπό τών διπλωματικών πρακτόρων τών δυνάμεων. Ο έν Βελιγραδίω διατρίβων στρατηγός Χαζδεγιέρ έλαβε πολλάς συνεντεύξεις μετά τού ηγεμόνος. Λέγεται ότι ό στρατηγός ούτος επιτάχθη υπό τού Μόσχα σλαυικού κομιτάτου όπως έλθη είς την Σερβίαν νά κηρύξη τόν πόλεμον. [9, 969, 239, 1144]
paragraph: Τάς αυτάς ημέρας, έφ' όσον ή πάροδος κατέχεται είς τάς εξουσίας τών Ρώσσων καί παρακολουθείται νέους πρός τους στρατιώτας τού Σουλεϊμάν πασά καί τού Οσμάν πασά, οί Ρώσσοι βέβαια κατεξόχως, και τας καταλάβωσι είς τήν πάροδον διά τών λιμένων εκ τών νέων κατά τής Πλέβνας. Αί επικουρίαι ούτω υπενοούντο καί τό ποσόν αυτών είπεν άντι κατά το ήμισυ εις 180,000 άνδρας καί τού νέου κατά τούτο καθ' ήν υπό τών σώματος τρομεράς αντεπιθέσεως περιγραφής, ας είς την αρχήν αυτή ήτο η κατάστασις εις τά έν τή Ορέ... [978, 1876, 1215, 2129]
paragraph: Η δέ Αυστριακή Ανταπόκρισις δημοσιεύει περί τού προκειμένου τά επόμενα. [494, 868, 723, 915]
paragraph: Ο ιατρός κ. Θ. Αφεντούλης εξηπηδήσεν τώ ιδεώδει ένα περί τών ιεροδιακτύων Θηβών να κατασχεθή έν τώ ιερώ λόγω αυτών. [736, 798, 965, 860]
major-section-heading: ΕΣΩΤΕΡΙΚΑ. [978, 1513, 1215, 1548]
paragraph: Στάφις. Κατά τόν λιμένα Πατρών από 4 μέχρι 11 αυγούστου αφίχθησαν εξ ευρωπαϊκών επαρχιών 118 πλοία μέ φορτίον σταφίδος 5,688 λιτρών. [978, 1076, 1215, 1138]
column-divider [487, 55, 488, 2062]
paragraph: Αί λοιπά μεταξύ Σκοδράς πόλεως Αλβανούς καί όσα πρός αυτούς προμηθεύσεις ουδέν δυνατόν σήμερον... [251, 2229, 481, 2292]
paragraph: Έτέρα εφημερίς, ό Ρομάνος, αποκαλύπτουσα σφάλματα είς τάς επιστρατεύσεις τής Ρουμανίας... [9, 2426, 239, 2473]
paragraph: Μέχρι τούδε δέν φαίνεται ότι τό Νίξιτς θά υποκύψη είς την επίθεσιν ταύτην. Τό φρούριον έχει καλόν φρουράρχον καί ζωοτροφίας δυναμένας να επαρκέσωσιν επί μήνας. Τούτο θά σώση αυτό, καθ' όσον είναι δυνατόν να γείνη λόγος περί τουρκικής εκστρατείας πρός Αλβανίαν την πολιορκίας. [494, 246, 723, 389]
paragraph: Εβοηθηθέν λοιπόν τόν όπως όμως γενή τό Μαυροβουνίου καί αναγνωρίσθη ότι ή Ουγγαρία πρέπει νά αναλάβη καί να απαλλαγή την αντιπολιτευόμενην τής ολομέλειαν καί Τουρκίας, πρίν η Ουγγαρία απαιτήσαν τήν γνωμοδότησιν ως επαφικός. [494, 2011, 723, 2137]
paragraph: Αί τελευταίαι ραγδαίαι βροχαί επληρώσαν άκρως τά ύδατα τού Μοστάρ καί ότι Μαυροβούνιοι ελπίζωσι, απολείπηται τό φρούριον πρίν παρέλθουν ημέραι. [494, 1426, 723, 1505]
column-5 [978, 55, 1215, 2193]
paragraph: «Ο Ρουμανικός στρατός θέλει ενεργεί ως σώμα ανεξάρτητον από κοινού μετά τού ρωσικού στρατού. Θέλει υποδεικνύει είς τόν ρουμανικόν στρατόν τόν τόπον είς τόν ρουμανικόν τόν τούς ρώσους στρατούς. Τών δύο στρατών από κοινού ενεργούντων, ούχ ήσσον ό τών ρουμάνων στρατός έσται τό δικαίωμα ότι υπάγηται μετά τού Ρουμάνου ηγεμόνος Καρόλου ως αρχιστρατήγου τών στρατευμάτων. Τά δικαιώματα τού ηγεμόνος Καρόλου είς τόν στρατόν τούτον διατηρούνται. Τελευταίος ούτος οφείλει νά συνεννοήται μετά τού ηγεμόνος Καρόλου, διά πάσας τάς κινήσεις τών στρατευμάτων μετά τού μεγάλου δουκός Νικολάου καί τού ρωσικού επιτελείου.» Ήδη, ό θείος τού ρουμανικού στρατού είναι ότι αυτός εχειρίσθη έν τή περιπτώσει ταύτη ως έν έτει 1859 ό στρατός τού Πεδεμοντίου απέναντι τού γαλλικού. [251, 358, 481, 740]
paragraph: Η Α. Μ. ό βασιλεύς εδέξατο τό σάββατον προσελθόντα είς τά ανάκτορα τόν επί πρεσβευτή τής Ιταλίας τόν ιταλόν υποναύαρχον Del Santo, άρτι αφικόμενον επί τού θωρηκτού Roma. [736, 606, 965, 701]
paragraph: Ο κ. Νικόλαος Θ. Κορέσσιος, ό γνωστός συντάκτης τής καλής Εκλεκτικής, βιβλιοθήκη γραμματείας, τάξεις, περί επαγγέλματα καί αυτό τά λογιστικά, δικαίως τελείωσε τους θέσιν, έλαχιστον τώ ευκαιρίαν, ουσιώδεις αγοραστάς τών έργων τού τό αυτό τού καλόν αυτού. [736, 1355, 965, 1498]
column-3 [494, 55, 723, 2368]
paragraph: Η σφραγίς τού ιερού λόγου Θηβών μεταναστεύει καί φέρη τό επί τών νομισμάτων τών αρχαίων Θηβών σύμβολον τό παριστάνον τόν Ηρακλή βρεφοντοφρόντην. Ο Ηρακλής βρέφος, ανεγειρόμενος περί δ' τώ εκ γέραις τών είτε ένα όφιν. Τό αυτό σύμβολον θά κεντηθή καί επί τής σημαίας τού ιερού λόγου. [736, 861, 965, 1004]
paragraph: Η Εσπερινή Σημαία συγκεφαλαιοί ως επομένως τό τελευταίον τού Κοσσούθ μανιφέστον. [494, 1564, 723, 1611]
paragraph: τιμήσωσι είς τήν μεγάλην εκείνην τελετήν. Αί περιστάσεις δέ αί παρούσαι δέν επιτρέπουσιν είς τά ελληνικά Πανεπιστήμια να συμμετάσχη τής εορτής, ως ό πρύτανις κ. Κόκκινος απήντησε δι' επιστολής αυτού πρός τόν πρύτανιν τού έν Ουψάλα πανεπιστημίου. [978, 55, 1215, 181]
